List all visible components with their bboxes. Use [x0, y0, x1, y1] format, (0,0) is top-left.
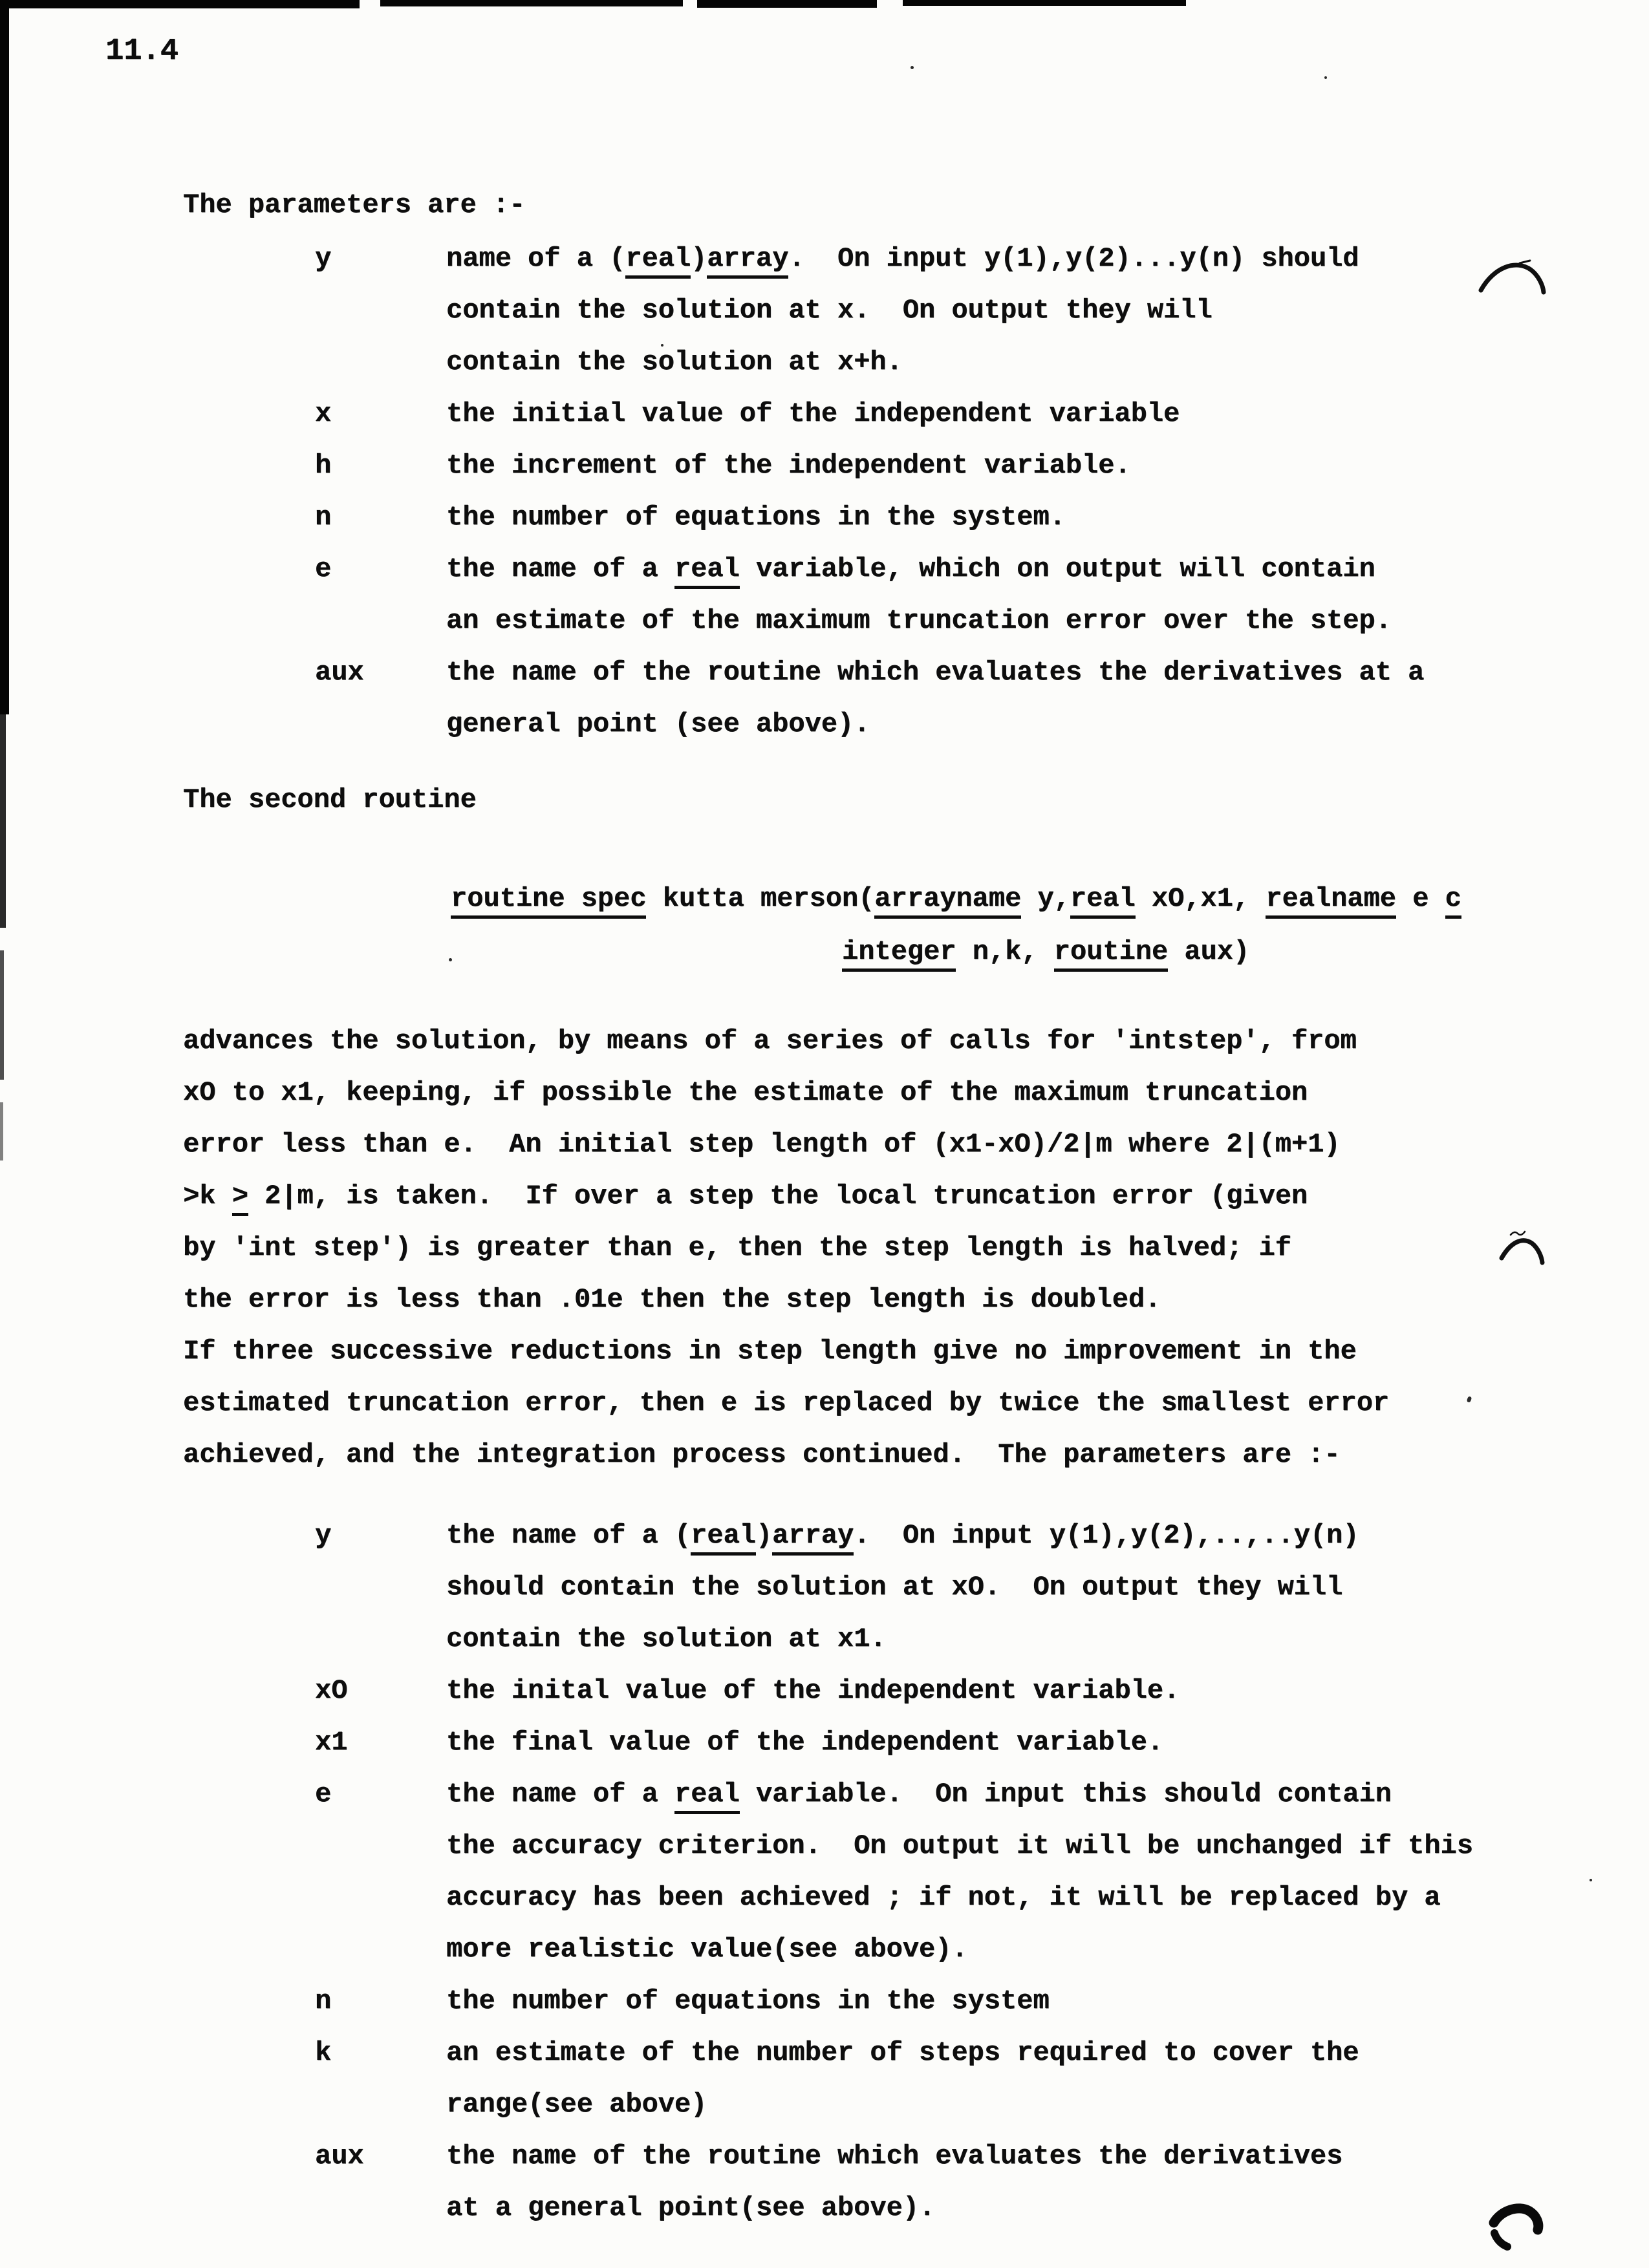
text-line [446, 1830, 1473, 1881]
parameter-row [183, 1519, 1473, 1674]
text-run: contain the solution at x. On output they will [446, 295, 1212, 326]
parameter-name: x1 [315, 1727, 348, 1758]
text-run: >k [183, 1181, 232, 1212]
text-run: contain the solution at x+h. [446, 347, 903, 378]
text-run: xO,x1, [1135, 883, 1266, 914]
intro-line: The parameters are :- [183, 189, 526, 220]
underlined-term: real [674, 1779, 740, 1814]
scan-speckle [911, 66, 914, 69]
parameter-description [446, 1778, 1473, 1985]
text-line [446, 501, 1424, 553]
text-line [446, 1519, 1473, 1571]
scan-edge-artifact-top [903, 0, 1186, 6]
underlined-term: array [707, 243, 788, 279]
text-run: the name of a ( [446, 1520, 691, 1551]
pen-mark-top-right [1481, 261, 1544, 292]
text-run: xO to x1, keeping, if possible the estimate of the maximum truncation [183, 1077, 1308, 1108]
text-run: should contain the solution at xO. On output they will [446, 1572, 1343, 1603]
parameter-row [183, 2140, 1473, 2243]
text-line [183, 1076, 1389, 1128]
text-run: kutta merson( [646, 883, 875, 914]
text-line [446, 2088, 1473, 2140]
text-run: the name of the routine which evaluates the derivatives [446, 2141, 1343, 2172]
scan-edge-artifact-left [0, 714, 6, 928]
text-run: the name of a [446, 553, 674, 584]
text-run: estimated truncation error, then e is replaced by twice the smallest error [183, 1387, 1390, 1418]
text-line [446, 1778, 1473, 1830]
parameter-name: h [315, 450, 332, 481]
text-run: y, [1021, 883, 1070, 914]
text-run: by 'int step') is greater than e, then the step length is halved; if [183, 1232, 1291, 1263]
parameter-description [446, 501, 1424, 553]
underlined-term: > [232, 1181, 248, 1216]
parameter-description [446, 1519, 1473, 1674]
text-run: the name of a [446, 1779, 674, 1810]
text-run: accuracy has been achieved ; if not, it will be replaced by a [446, 1882, 1441, 1913]
text-line [446, 294, 1424, 346]
pen-mark-bottom-right [1494, 2209, 1538, 2247]
text-run: the number of equations in the system [446, 1985, 1050, 2017]
parameter-name: aux [315, 657, 364, 688]
underlined-term: integer [842, 936, 956, 972]
text-line [183, 1232, 1389, 1283]
text-line [183, 1128, 1389, 1180]
parameter-row [183, 398, 1424, 449]
parameter-name: y [315, 243, 332, 274]
text-line [446, 604, 1424, 656]
underlined-term: realname [1266, 883, 1396, 919]
text-run: achieved, and the integration process continued. The parameters are :- [183, 1439, 1341, 1470]
parameter-row [183, 656, 1424, 760]
text-run: . On input y(1),y(2)...y(n) should [788, 243, 1359, 274]
text-line [183, 1439, 1389, 1490]
underlined-term: real [625, 243, 691, 279]
parameter-row [183, 1985, 1473, 2037]
text-line [183, 1283, 1389, 1335]
parameter-description [446, 656, 1424, 760]
text-run: general point (see above). [446, 709, 870, 740]
text-line [183, 1335, 1389, 1387]
parameter-name: n [315, 502, 332, 533]
text-run: the initial value of the independent variable [446, 398, 1180, 429]
text-run: ) [755, 1520, 773, 1551]
underlined-term: routine spec [451, 883, 646, 919]
text-run: the final value of the independent variable. [446, 1727, 1163, 1758]
parameter-name: x [315, 398, 332, 429]
text-run: n,k, [956, 936, 1054, 967]
text-run: ) [691, 243, 707, 274]
parameter-row [183, 553, 1424, 656]
text-line [183, 1025, 1389, 1076]
underlined-term: routine [1054, 936, 1168, 972]
text-line [446, 1571, 1473, 1623]
parameter-description [446, 2037, 1473, 2140]
text-run: advances the solution, by means of a series of calls for 'intstep', from [183, 1025, 1357, 1056]
underlined-term: c [1445, 883, 1461, 919]
text-run: at a general point(see above). [446, 2192, 936, 2223]
parameter-name: y [315, 1520, 332, 1551]
text-line [446, 398, 1424, 449]
scan-edge-artifact-top [0, 0, 360, 8]
scan-speckle [1467, 1396, 1472, 1403]
parameter-row [183, 242, 1424, 398]
parameter-name: e [315, 1779, 332, 1810]
text-run: contain the solution at x1. [446, 1623, 887, 1654]
text-run: variable. On input this should contain [739, 1779, 1392, 1810]
scan-speckle [1590, 1879, 1592, 1881]
parameter-row [183, 1674, 1473, 1726]
parameter-description [446, 1985, 1473, 2037]
text-line [446, 1881, 1473, 1933]
text-line [446, 1985, 1473, 2037]
text-run: the name of the routine which evaluates the derivatives at a [446, 657, 1425, 688]
text-run: 2|m, is taken. If over a step the local truncation error (given [248, 1181, 1308, 1212]
pen-mark-mid-right [1502, 1232, 1542, 1263]
parameter-description [446, 1726, 1473, 1778]
text-line [446, 553, 1424, 604]
text-run: the accuracy criterion. On output it will be unchanged if this [446, 1830, 1473, 1861]
parameter-row [183, 501, 1424, 553]
text-run: the error is less than .01e then the step length is doubled. [183, 1284, 1161, 1315]
text-run: range(see above) [446, 2089, 707, 2120]
text-run: . On input y(1),y(2),..,..y(n) [854, 1520, 1359, 1551]
underlined-term: array [772, 1520, 854, 1556]
underlined-term: arrayname [874, 883, 1021, 919]
parameter-row [183, 2037, 1473, 2140]
parameter-list-first-routine [183, 242, 1424, 760]
parameter-name: e [315, 553, 332, 584]
parameter-name: k [315, 2037, 332, 2068]
text-run: more realistic value(see above). [446, 1934, 968, 1965]
parameter-description [446, 1674, 1473, 1726]
text-run: the inital value of the independent variable. [446, 1675, 1180, 1706]
underlined-term: real [1070, 883, 1136, 919]
text-run: the number of equations in the system. [446, 502, 1066, 533]
scan-edge-artifact-top [380, 0, 683, 6]
scan-edge-artifact-left [0, 950, 4, 1080]
description-paragraph [183, 1025, 1389, 1490]
parameter-list-second-routine [183, 1519, 1473, 2243]
text-run: error less than e. An initial step length of (x1-xO)/2|m where 2|(m+1) [183, 1129, 1341, 1160]
scan-speckle [449, 958, 452, 961]
scan-speckle [1324, 76, 1327, 79]
parameter-name: n [315, 1985, 332, 2017]
scan-edge-artifact-left [0, 0, 9, 714]
text-run: If three successive reductions in step length give no improvement in the [183, 1336, 1357, 1367]
text-run: the increment of the independent variable. [446, 450, 1131, 481]
text-line [446, 242, 1424, 294]
text-line [446, 708, 1424, 760]
parameter-description [446, 398, 1424, 449]
text-line [446, 1623, 1473, 1674]
parameter-name: aux [315, 2141, 364, 2172]
underlined-term: real [691, 1520, 756, 1556]
text-line [183, 1180, 1389, 1232]
text-line [446, 1726, 1473, 1778]
parameter-description [446, 449, 1424, 501]
text-line [446, 1674, 1473, 1726]
routine-spec-line-1 [451, 883, 1461, 934]
parameter-description [446, 553, 1424, 656]
second-routine-heading: The second routine [183, 784, 477, 815]
text-run: an estimate of the number of steps required to cover the [446, 2037, 1359, 2068]
text-line [183, 1387, 1389, 1439]
underlined-term: real [674, 553, 740, 589]
parameter-description [446, 2140, 1473, 2243]
text-line [446, 449, 1424, 501]
parameter-row [183, 1778, 1473, 1985]
page-number: 11.4 [105, 34, 178, 69]
text-run: e [1396, 883, 1445, 914]
routine-spec-line-2 [842, 936, 1249, 987]
parameter-row [183, 1726, 1473, 1778]
text-run: name of a ( [446, 243, 626, 274]
parameter-description [446, 242, 1424, 398]
text-line [446, 2037, 1473, 2088]
text-run: aux) [1168, 936, 1250, 967]
text-run: variable, which on output will contain [739, 553, 1375, 584]
text-line [446, 2140, 1473, 2192]
text-line [446, 346, 1424, 398]
text-line [446, 1933, 1473, 1985]
scan-edge-artifact-left [0, 1102, 3, 1161]
text-line [446, 656, 1424, 708]
text-run: an estimate of the maximum truncation error over the step. [446, 605, 1392, 636]
parameter-row [183, 449, 1424, 501]
text-line [446, 2192, 1473, 2243]
scan-edge-artifact-top [697, 0, 877, 8]
parameter-name: xO [315, 1675, 348, 1706]
